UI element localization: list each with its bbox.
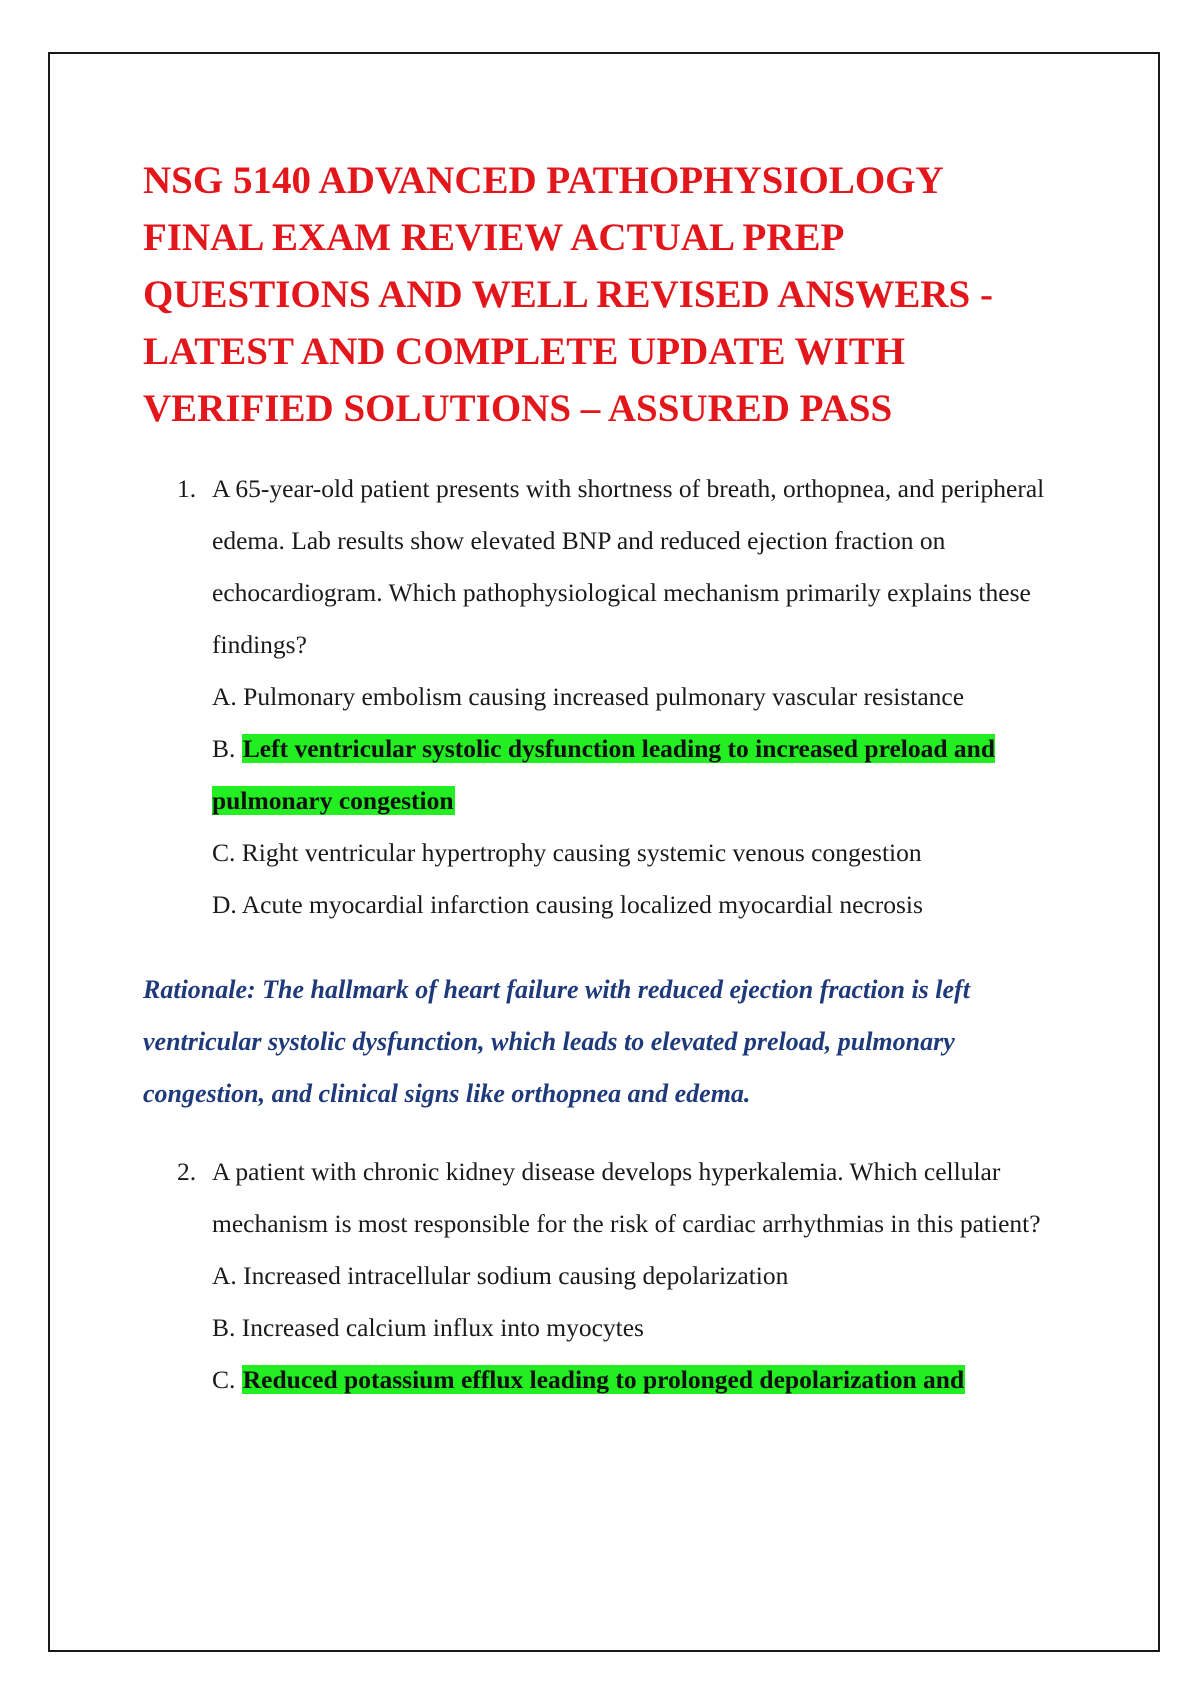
option-letter: A.: [212, 682, 237, 711]
option-c: [172, 827, 1072, 879]
rationale: [143, 964, 1073, 1120]
correct-answer-highlight: Left ventricular systolic dysfunction leading to increased preload and pulmonary congestion: [212, 734, 996, 815]
rationale-line: Rationale: The hallmark of heart failure with reduced ejection fraction is left: [143, 975, 970, 1004]
question-text: A 65-year-old patient presents with shortness of breath, orthopnea, and peripheral edema. Lab results show elevated BNP and reduced ejection fraction on echocardiogram. Which pathophysiological mechanism primarily explains these findings?: [212, 474, 1045, 659]
title-line: LATEST AND COMPLETE UPDATE WITH: [143, 330, 906, 373]
option-c-correct: [172, 1354, 1072, 1406]
option-letter: C.: [212, 1365, 236, 1394]
option-a: [172, 1250, 1072, 1302]
option-letter: C.: [212, 838, 236, 867]
option-text: Increased calcium influx into myocytes: [241, 1313, 644, 1342]
title-line: QUESTIONS AND WELL REVISED ANSWERS -: [143, 273, 993, 316]
option-letter: B.: [212, 1313, 236, 1342]
option-b: [172, 1302, 1072, 1354]
question-number: 2.: [177, 1157, 197, 1186]
question-2: [172, 1146, 1072, 1406]
option-text: Increased intracellular sodium causing depolarization: [243, 1261, 789, 1290]
title-line: NSG 5140 ADVANCED PATHOPHYSIOLOGY: [143, 159, 944, 202]
correct-answer-highlight: Reduced potassium efflux leading to prolonged depolarization and: [242, 1365, 965, 1394]
option-d: [172, 879, 1072, 931]
option-text: Right ventricular hypertrophy causing systemic venous congestion: [241, 838, 922, 867]
option-letter: A.: [212, 1261, 237, 1290]
rationale-line: ventricular systolic dysfunction, which leads to elevated preload, pulmonary: [143, 1027, 955, 1056]
option-b-correct: [172, 723, 1072, 827]
question-stem: [172, 1146, 1072, 1250]
question-stem: [172, 463, 1072, 671]
document-title: [143, 152, 1073, 437]
option-letter: D.: [212, 890, 237, 919]
option-text: Pulmonary embolism causing increased pulmonary vascular resistance: [243, 682, 965, 711]
rationale-line: congestion, and clinical signs like orthopnea and edema.: [143, 1079, 751, 1108]
title-line: VERIFIED SOLUTIONS – ASSURED PASS: [143, 387, 893, 430]
question-1: [172, 463, 1072, 931]
option-a: [172, 671, 1072, 723]
question-text: A patient with chronic kidney disease develops hyperkalemia. Which cellular mechanism is most responsible for the risk of cardiac arrhythmias in this patient?: [212, 1157, 1041, 1238]
question-number: 1.: [177, 474, 197, 503]
option-text: Acute myocardial infarction causing localized myocardial necrosis: [241, 890, 923, 919]
title-line: FINAL EXAM REVIEW ACTUAL PREP: [143, 216, 845, 259]
option-letter: B.: [212, 734, 236, 763]
